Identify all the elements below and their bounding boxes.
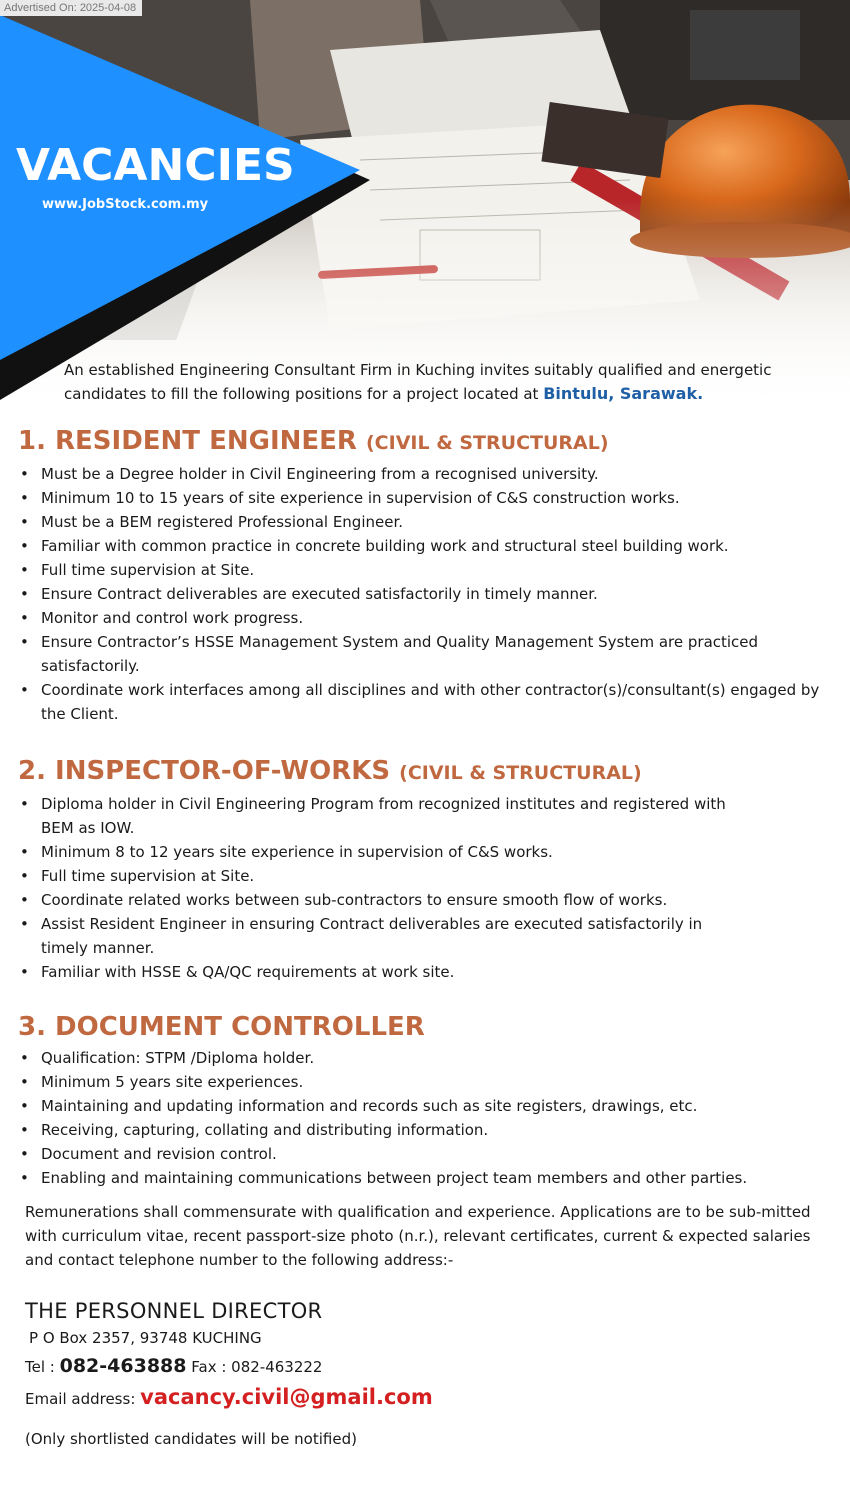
position-title — [18, 424, 828, 460]
fax-label: Fax : — [186, 1358, 232, 1376]
requirements-list — [18, 792, 748, 984]
email-address-link[interactable]: vacancy.civil@gmail.com — [140, 1385, 433, 1409]
list-item: • Must be a BEM registered Professional Engineer. — [18, 510, 828, 534]
vacancies-heading: VACANCIES — [16, 140, 295, 191]
hero-banner — [0, 0, 850, 412]
list-item: • Qualification: STPM /Diploma holder. — [18, 1046, 828, 1070]
jobstock-website[interactable]: www.JobStock.com.my — [42, 197, 209, 212]
position-subtitle: (CIVIL & STRUCTURAL) — [366, 432, 609, 454]
list-item: • Coordinate work interfaces among all disciplines and with other contractor(s)/consultant(s) engaged by the Client. — [18, 678, 828, 726]
phone-line — [25, 1355, 322, 1377]
remuneration-paragraph: Remunerations shall commensurate with qualification and experience. Applications are to be sub-mitted with curriculum vitae, recent passport-size photo (n.r.), relevant certificates, current & expected salaries and contact telephone number to the following address:- — [25, 1203, 811, 1269]
intro-paragraph — [64, 358, 834, 406]
position-document-controller — [18, 1010, 828, 1190]
personnel-director-heading: THE PERSONNEL DIRECTOR — [25, 1299, 323, 1323]
list-item: • Ensure Contractor’s HSSE Management System and Quality Management System are practiced satisfactorily. — [18, 630, 828, 678]
position-title — [18, 1010, 828, 1044]
shortlist-note: (Only shortlisted candidates will be notified) — [25, 1430, 357, 1448]
requirements-list — [18, 462, 828, 726]
list-item: • Familiar with HSSE & QA/QC requirements at work site. — [18, 960, 748, 984]
list-item: • Minimum 8 to 12 years site experience in supervision of C&S works. — [18, 840, 748, 864]
list-item: • Monitor and control work progress. — [18, 606, 828, 630]
list-item: • Receiving, capturing, collating and distributing information. — [18, 1118, 828, 1142]
position-title-text: 3. DOCUMENT CONTROLLER — [18, 1012, 425, 1042]
position-subtitle: (CIVIL & STRUCTURAL) — [399, 762, 642, 784]
list-item: • Assist Resident Engineer in ensuring Contract deliverables are executed satisfactorily in timely manner. — [18, 912, 748, 960]
list-item: • Full time supervision at Site. — [18, 864, 748, 888]
list-item: • Maintaining and updating information and records such as site registers, drawings, etc. — [18, 1094, 828, 1118]
position-title-text: 2. INSPECTOR-OF-WORKS — [18, 756, 391, 786]
list-item: • Enabling and maintaining communications between project team members and other parties. — [18, 1166, 828, 1190]
list-item: • Minimum 10 to 15 years of site experience in supervision of C&S construction works. — [18, 486, 828, 510]
intro-end: . — [697, 384, 704, 403]
list-item: • Minimum 5 years site experiences. — [18, 1070, 828, 1094]
postal-address: P O Box 2357, 93748 KUCHING — [29, 1329, 262, 1347]
project-location: Bintulu, Sarawak — [543, 384, 698, 403]
list-item: • Document and revision control. — [18, 1142, 828, 1166]
position-title-text: 1. RESIDENT ENGINEER — [18, 426, 357, 456]
position-resident-engineer — [18, 424, 828, 726]
list-item: • Ensure Contract deliverables are executed satisfactorily in timely manner. — [18, 582, 828, 606]
list-item: • Familiar with common practice in concrete building work and structural steel building work. — [18, 534, 828, 558]
email-label: Email address: — [25, 1390, 141, 1408]
intro-text: An established Engineering Consultant Firm in Kuching invites suitably qualified and energetic candidates to fill the following positions for a project located at — [64, 361, 772, 403]
email-line — [25, 1385, 433, 1409]
list-item: • Must be a Degree holder in Civil Engineering from a recognised university. — [18, 462, 828, 486]
tel-number[interactable]: 082-463888 — [59, 1355, 187, 1377]
list-item: • Full time supervision at Site. — [18, 558, 828, 582]
tel-label: Tel : — [25, 1358, 60, 1376]
fax-number: 082-463222 — [231, 1358, 323, 1376]
position-title — [18, 754, 828, 790]
list-item: • Coordinate related works between sub-contractors to ensure smooth flow of works. — [18, 888, 748, 912]
advertised-date: Advertised On: 2025-04-08 — [0, 0, 142, 16]
position-inspector-of-works — [18, 754, 828, 984]
requirements-list — [18, 1046, 828, 1190]
list-item: • Diploma holder in Civil Engineering Program from recognized institutes and registered with BEM as IOW. — [18, 792, 748, 840]
